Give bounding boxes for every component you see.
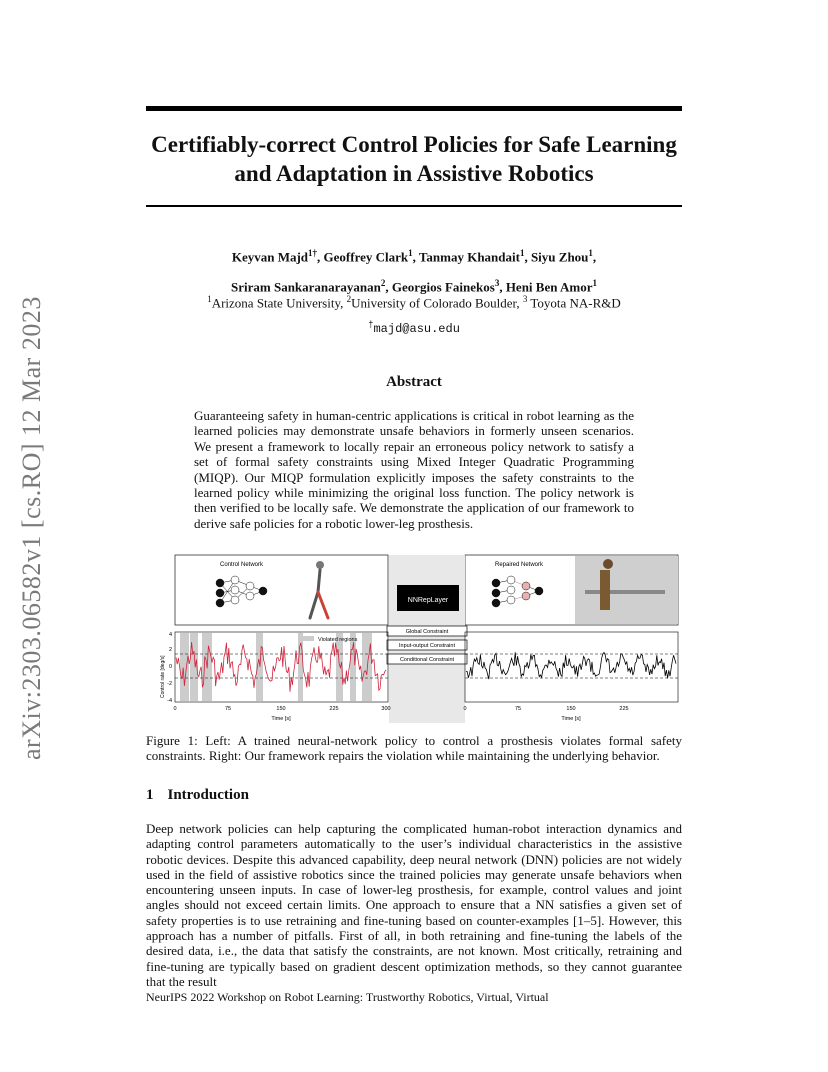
author-name: Georgios Fainekos: [391, 279, 495, 295]
layer-panel: [389, 555, 465, 723]
xtick-label: 0: [463, 706, 467, 712]
affil-sup: 3: [522, 294, 528, 304]
author-sup: 1: [592, 278, 597, 289]
xtick-label: 150: [566, 706, 576, 712]
arxiv-sidebar-id: arXiv:2303.06582v1 [cs.RO] 12 Mar 2023: [17, 296, 46, 760]
affiliations: [146, 294, 682, 311]
author-name: Sriram Sankaranarayanan: [231, 279, 381, 295]
title-line-2: and Adaptation in Assistive Robotics: [234, 161, 594, 186]
repaired-network-label: Repaired Network: [495, 562, 544, 568]
author-name: Keyvan Majd: [231, 249, 309, 265]
violation-band: [362, 633, 372, 701]
email-text[interactable]: majd@asu.edu: [373, 322, 460, 336]
affil-sup: 1: [207, 294, 212, 304]
title-bottom-rule: [146, 205, 682, 207]
affiliation-3: Toyota NA-R&D: [530, 295, 621, 311]
x-axis-label-right: Time [s]: [561, 716, 581, 722]
introduction-body: Deep network policies can help capturing the complicated human-robot interaction dynamics and adapting control parameters automatically to the user’s individual characteristics in the assistive robotic devices. Despite this advanced capability, deep neural network (DNN) policies are not widely used in the field of assistive robotics since the trained policies may generate unsafe behaviors when encountering unseen inputs. In case of lower-leg prosthesis, for example, control values and joint angles should not exceed certain limits. One approach to ensure that a NN satisfies a given set of safety properties is to use retraining and fine-tuning based on counter-examples [1–5]. However, this approach has a number of pitfalls. First of all, in both retraining and fine-tuning the labels of the desired data, i.e., the data that satisfy the constraints, are not known. Most critically, retraining and fine-tuning are typically based on gradient descent optimization methods, so they cannot guarantee that the result: [146, 821, 682, 989]
abstract-body: Guaranteeing safety in human-centric applications is critical in robot learning as the learned policies may demonstrate unsafe behaviors in formerly unseen scenarios. We present a framework to locally repair an erroneous policy network to satisfy a set of formal safety constraints using Mixed Integer Quadratic Programming (MIQP). Our MIQP formulation explicitly imposes the safety constraints to the learned policy while minimizing the original loss function. The policy network is then verified to be locally safe. We demonstrate the application of our framework to derive safe policies for a robotic lower-leg prosthesis.: [194, 408, 634, 531]
affiliation-1: Arizona State University,: [211, 295, 344, 311]
violation-band: [350, 633, 356, 701]
legend-label: Violated regions: [318, 637, 358, 643]
ytick-label: 4: [168, 632, 172, 638]
figure-caption: Figure 1: Left: A trained neural-network policy to control a prosthesis violates formal safety constraints. Right: Our framework repairs the violation while maintaining the underlying behavior.: [146, 733, 682, 764]
left-plot: [175, 632, 388, 702]
author-sup: 1: [519, 248, 525, 258]
nnreplayer-label: NNRepLayer: [407, 597, 449, 604]
violation-band: [180, 633, 189, 701]
xtick-label: 75: [514, 706, 522, 712]
author-list: [146, 240, 682, 301]
constraint-input-output: Input-output Constraint: [399, 643, 455, 649]
author-sup: 1†: [308, 248, 318, 258]
section-heading: [146, 787, 263, 804]
x-axis-label-left: Time [s]: [271, 716, 291, 722]
author-line-1: Keyvan Majd$^{1\dagger}$, Geoffrey Clark$^1$, Tanmay Khandait$^1$, Siyu Zhou$^1$,: [231, 248, 597, 265]
legend-swatch: [300, 636, 314, 641]
email-sup: †: [368, 320, 374, 330]
affiliation-2: University of Colorado Boulder,: [351, 295, 520, 311]
left-illustration-panel: [175, 555, 388, 625]
author-sup: 2: [380, 278, 386, 289]
xtick-label: 225: [329, 706, 339, 712]
xtick-label: 300: [381, 706, 391, 712]
paper-title: [146, 130, 682, 188]
xtick-label: 0: [173, 706, 177, 712]
repaired-policy-line: [466, 652, 676, 679]
right-plot: [465, 632, 678, 702]
ytick-label: -2: [167, 681, 172, 687]
section-title: Introduction: [167, 787, 249, 803]
title-top-rule: [146, 106, 682, 111]
author-sup: 3: [494, 278, 500, 289]
abstract-heading: Abstract: [386, 374, 442, 390]
author-line-2: Sriram Sankaranarayanan$^2$, Georgios Fainekos$^3$, Heni Ben Amor$^1$: [231, 278, 597, 295]
constraint-global: Global Constraint: [405, 629, 449, 635]
author-sup: 1: [408, 248, 413, 258]
author-name: Siyu Zhou: [530, 249, 589, 265]
author-name: Geoffrey Clark: [323, 249, 409, 265]
xtick-label: 225: [619, 706, 629, 712]
figure-1: [160, 550, 680, 725]
author-name: Tanmay Khandait: [418, 249, 520, 265]
title-line-1: Certifiably-correct Control Policies for Safe Learning: [151, 132, 677, 157]
constraint-conditional: Conditional Constraint: [399, 657, 455, 663]
author-name: Heni Ben Amor: [505, 279, 593, 295]
ytick-label: -4: [167, 698, 172, 704]
author-sup: 1: [588, 248, 593, 258]
ytick-label: 2: [168, 647, 172, 653]
section-number: 1: [146, 787, 154, 803]
y-axis-label: Control rate [deg/s]: [160, 655, 166, 698]
control-network-label: Control Network: [220, 562, 264, 568]
treadmill-photo: [575, 556, 678, 624]
page-footer: NeurIPS 2022 Workshop on Robot Learning: Trustworthy Robotics, Virtual, Virtual: [146, 990, 549, 1004]
constraint-list: [387, 626, 467, 664]
contact-email: [146, 320, 682, 336]
xtick-label: 150: [276, 706, 286, 712]
affil-sup: 2: [346, 294, 352, 304]
ytick-label: 0: [168, 664, 172, 670]
xtick-label: 75: [224, 706, 232, 712]
